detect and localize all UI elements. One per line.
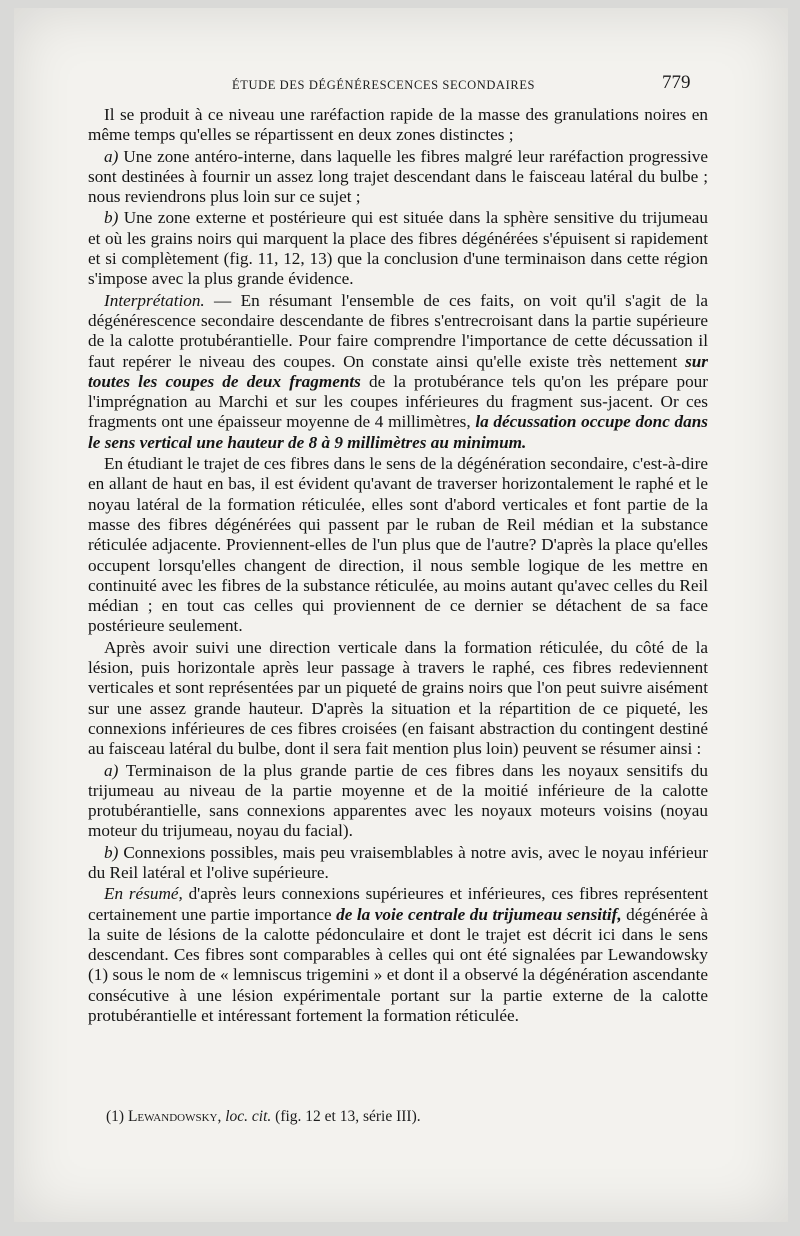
list-label-b2: b) bbox=[104, 842, 119, 862]
emphasis-voie-centrale: de la voie centrale du trijumeau sensitif, bbox=[336, 904, 622, 924]
paragraph-6: Après avoir suivi une direction verticale dans la formation réticulée, du côté de la lésion, puis horizontale après leur passage à travers le raphé, ces fibres redeviennent verticales et sont représentées par un piqueté de grains noirs que l'on peut suivre aisément sur une assez grande hauteur. D'après la situation et la répartition de ce piqueté, les connexions inférieures de ces fibres croisées (en faisant abstraction du contingent destiné au faisceau latéral du bulbe, dont il sera fait mention plus loin) peuvent se résumer ainsi : bbox=[88, 637, 708, 759]
emphasis-decussation: la décussation occupe donc dans le sens vertical une hauteur de 8 à 9 millimètres au minimum. bbox=[88, 412, 708, 452]
list-label-a: a) bbox=[104, 146, 119, 166]
body-text bbox=[88, 105, 708, 1026]
list-label-b: b) bbox=[104, 208, 119, 228]
page-header bbox=[0, 72, 800, 96]
paragraph-7: a) Terminaison de la plus grande partie de ces fibres dans les noyaux sensitifs du trijumeau au niveau de la partie moyenne et de la moitié inférieure de la calotte protubérantielle, sans connexions apparentes avec les noyaux moteurs voisins (noyau moteur du trijumeau, noyau du facial). bbox=[88, 760, 708, 841]
paragraph-5: En étudiant le trajet de ces fibres dans le sens de la dégénération secondaire, c'est-à-dire en allant de haut en bas, il est évident qu'avant de traverser horizontalement le raphé et le noyau latéral de la formation réticulée, elles sont d'abord verticales et font partie de la masse des fibres dégénérées qui passent par le ruban de Reil médian et la substance réticulée adjacente. Proviennent-elles de l'un plus que de l'autre? D'après la place qu'elles occupent lorsqu'elles changent de direction, il nous semble logique de les mettre en continuité avec les fibres de la substance réticulée, au moins autant qu'avec celles du Reil médian ; en tout cas celles qui proviennent de ce dernier se détachent de sa face postérieure seulement. bbox=[88, 454, 708, 636]
footnote-author: Lewandowsky, bbox=[127, 1108, 222, 1125]
page-number: 779 bbox=[662, 72, 691, 93]
paragraph-summary: En résumé, d'après leurs connexions supérieures et inférieures, ces fibres représentent certainement une partie importance de la voie centrale du trijumeau sensitif, dégénérée à la suite de lésions de la calotte pédonculaire et dont le trajet est décrit ici dans le sens descendant. Ces fibres sont comparables à celles qui ont été signalées par Lewandowsky (1) sous le nom de « lemniscus trigemini » et dont il a observé la dégénération ascendante consécutive à une lésion expérimentale portant sur la partie externe de la calotte protubérantielle et intéressant fortement la formation réticulée. bbox=[88, 884, 708, 1026]
paragraph-interpretation: Interprétation. — En résumant l'ensemble de ces faits, on voit qu'il s'agit de la dégénérescence secondaire descendante de fibres s'entrecroisant dans la partie supérieure de la calotte protubérantielle. Pour faire comprendre l'importance de cette décussation il faut repérer le niveau des coupes. On constate ainsi qu'elle existe très nettement sur toutes les coupes de deux fragments de la protubérance tels qu'on les prépare pour l'imprégnation au Marchi et sur les coupes inférieures du fragment sus-jacent. Or ces fragments ont une épaisseur moyenne de 4 millimètres, la décussation occupe donc dans le sens vertical une hauteur de 8 à 9 millimètres au minimum. bbox=[88, 290, 708, 452]
footnote bbox=[106, 1108, 706, 1126]
footnote-marker: (1) bbox=[106, 1108, 125, 1125]
emphasis-coupes: sur toutes les coupes de deux fragments bbox=[88, 351, 708, 391]
list-label-a2: a) bbox=[104, 760, 119, 780]
paragraph-3: b) Une zone externe et postérieure qui est située dans la sphère sensitive du trijumeau et où les grains noirs qui marquent la place des fibres dégénérées s'épuisent si rapidement et si complètement (fig. 11, 12, 13) que la conclusion d'une terminaison dans cette région s'impose avec la plus grande évidence. bbox=[88, 208, 708, 289]
paragraph-1: Il se produit à ce niveau une raréfaction rapide de la masse des granulations noires en même temps qu'elles se répartissent en deux zones distinctes ; bbox=[88, 105, 708, 145]
footnote-detail: (fig. 12 et 13, série III). bbox=[275, 1108, 421, 1125]
section-label-interpretation: Interprétation. bbox=[104, 290, 205, 310]
paragraph-2: a) Une zone antéro-interne, dans laquelle les fibres malgré leur raréfaction progressive sont destinées à fournir un assez long trajet descendant dans le faisceau latéral du bulbe ; nous reviendrons plus loin sur ce sujet ; bbox=[88, 146, 708, 207]
running-title: ÉTUDE DES DÉGÉNÉRESCENCES SECONDAIRES bbox=[232, 78, 536, 92]
paragraph-8: b) Connexions possibles, mais peu vraisemblables à notre avis, avec le noyau inférieur du Reil latéral et l'olive supérieure. bbox=[88, 842, 708, 882]
section-label-summary: En résumé, bbox=[104, 884, 183, 904]
footnote-ref: loc. cit. bbox=[225, 1108, 272, 1125]
